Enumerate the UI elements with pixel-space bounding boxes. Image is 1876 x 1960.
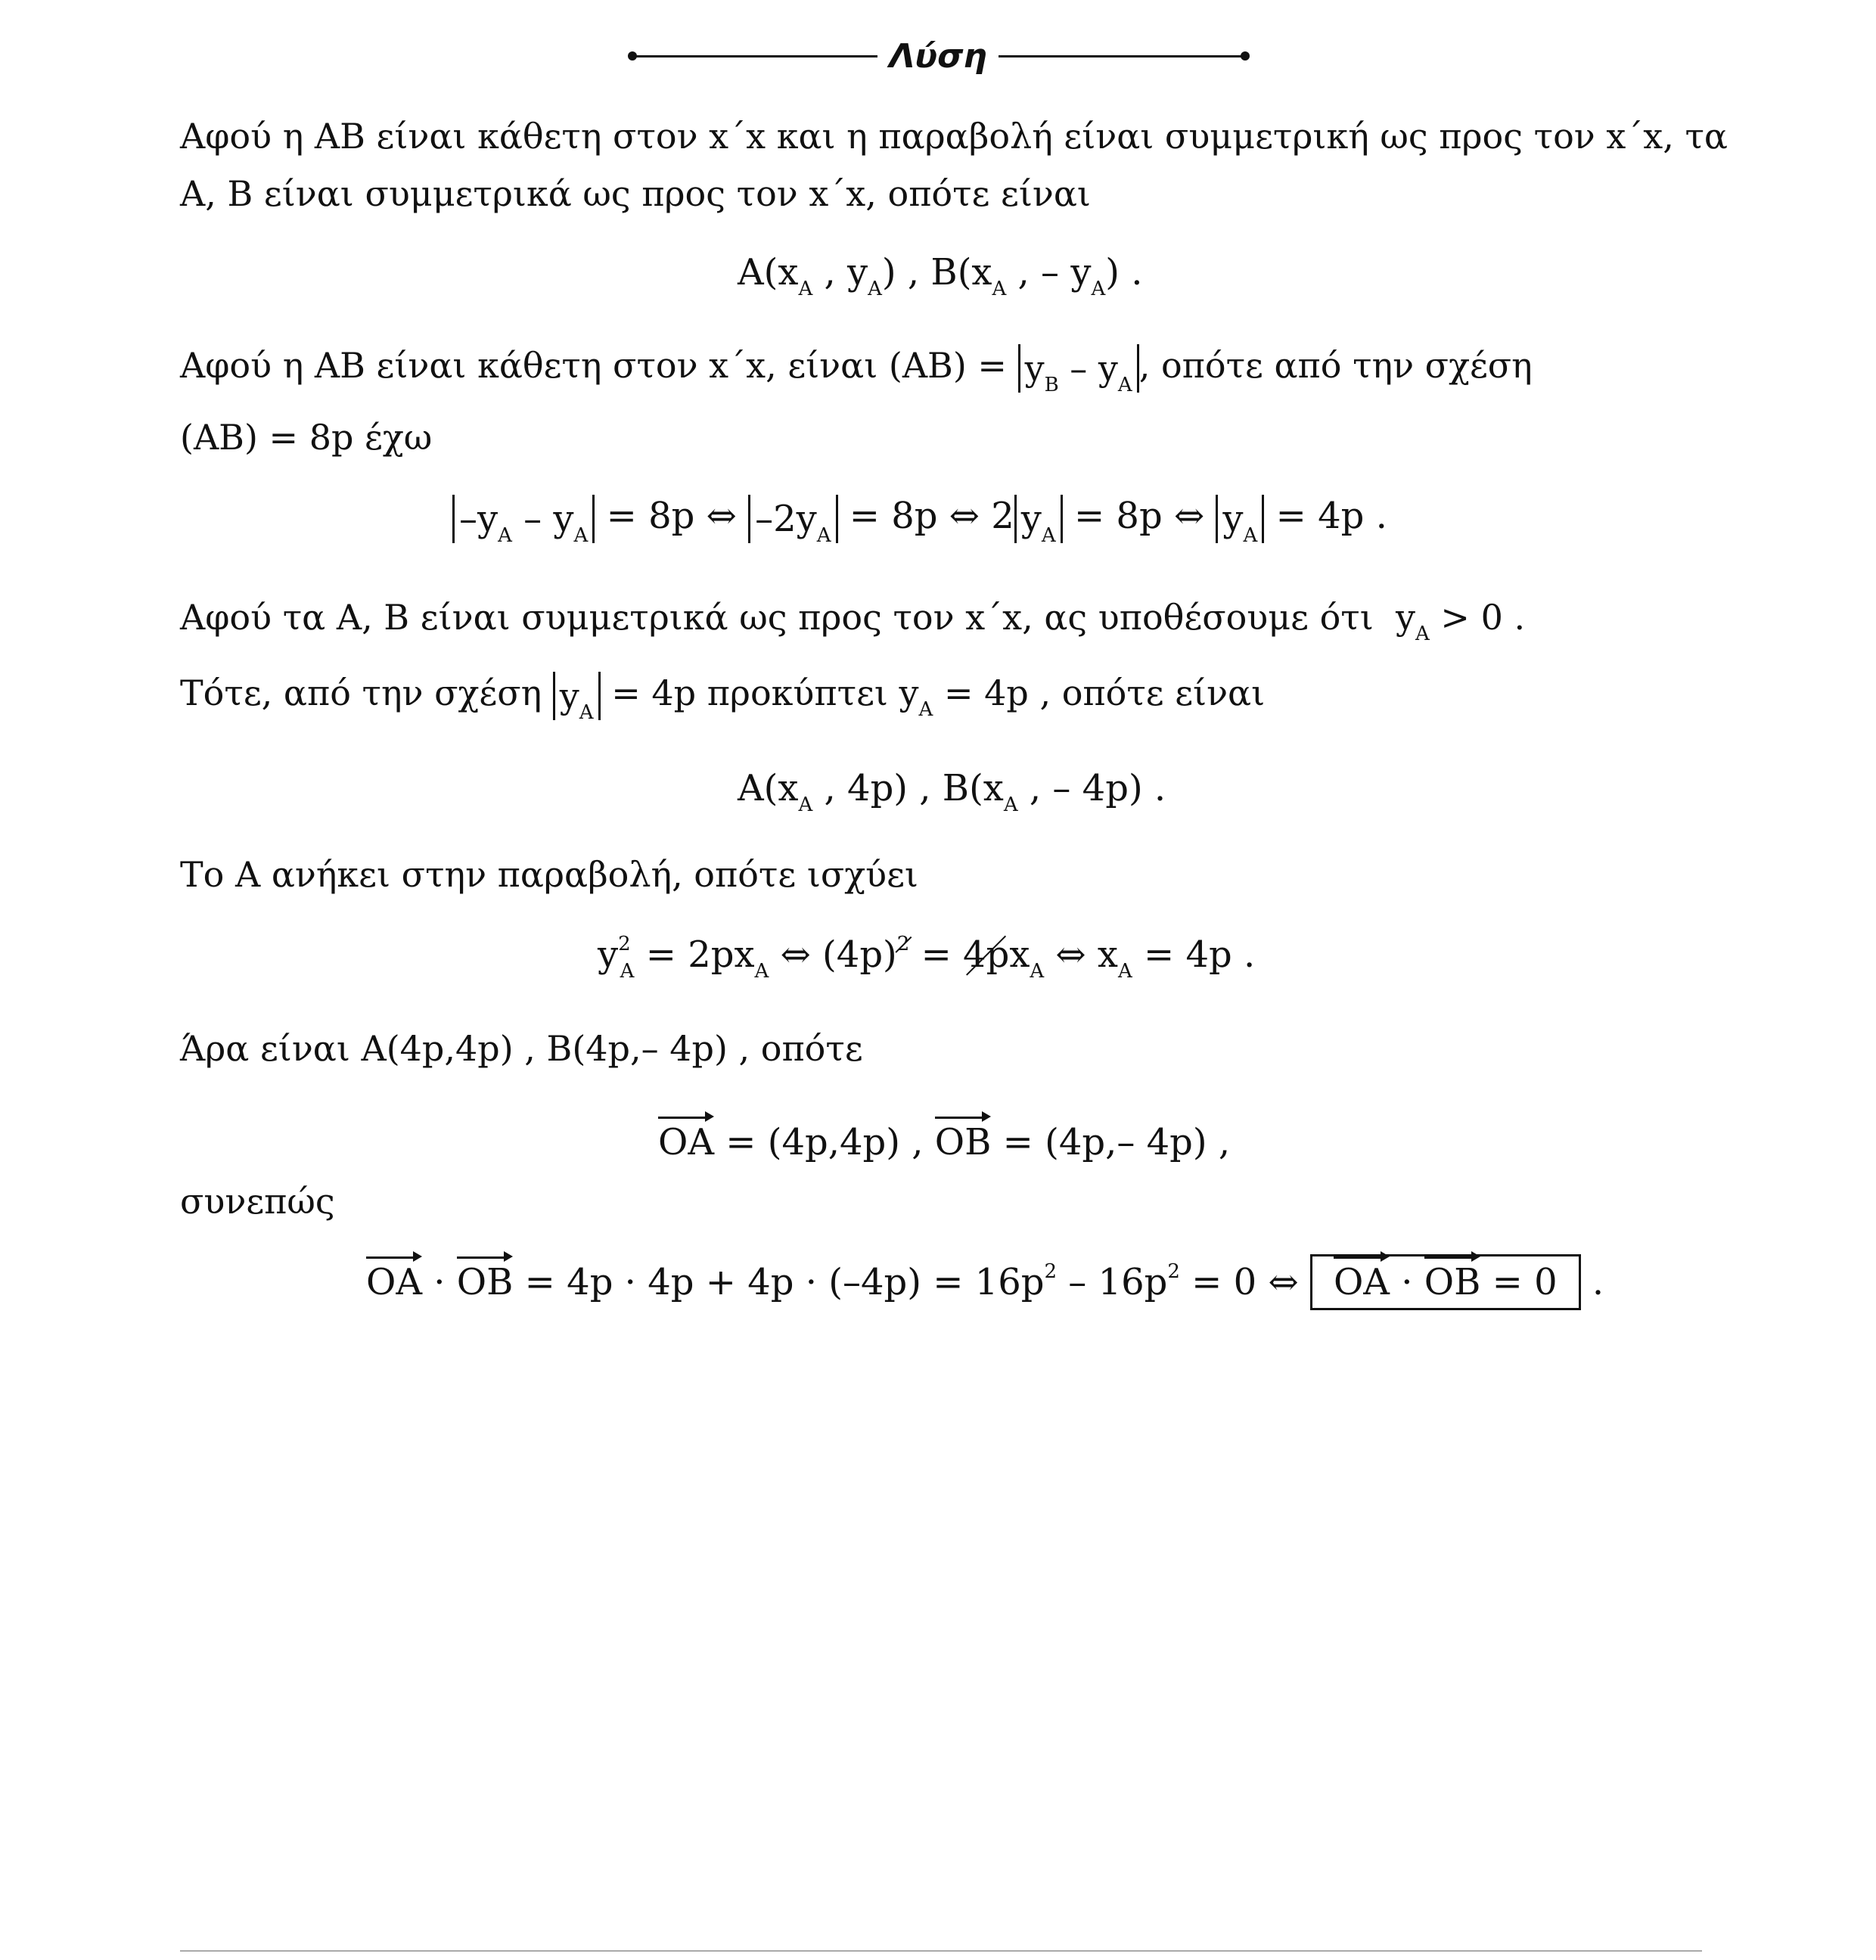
solution-header: [628, 30, 1248, 83]
abs-yb-minus-ya: $y_B - y_A$: [1018, 344, 1139, 393]
header-title: Λύση: [889, 37, 987, 76]
paragraph-4-text-mid: = 4p προκύπτει: [611, 672, 888, 713]
paragraph-2-line-1: [180, 344, 1533, 396]
header-rule-left: [634, 55, 877, 57]
paragraph-2-text-pre: Αφού η ΑΒ είναι κάθετη στον x΄x, είναι (AB) =: [180, 345, 1007, 386]
footer-rule: [180, 1950, 1702, 1952]
paragraph-3-text: Αφού τα Α, Β είναι συμμετρικά ως προς τον x΄x, ας υποθέσουμε ότι: [180, 597, 1374, 638]
paragraph-3: Αφού τα Α, Β είναι συμμετρικά ως προς τον x΄x, ας υποθέσουμε ότι $y_A > 0$ .: [180, 597, 1526, 645]
paragraph-6: Άρα είναι A(4p,4p) , B(4p,– 4p) , οπότε: [180, 1028, 863, 1069]
paragraph-4-text-pre: Τότε, από την σχέση: [180, 672, 542, 713]
paragraph-1-line-1: Αφού η ΑΒ είναι κάθετη στον x΄x και η παραβολή είναι συμμετρική ως προς τον x΄x, τα: [180, 116, 1728, 157]
equation-1: $A(x_A$ , $y_A$) , $B(x_A$ , – $y_A$) .: [738, 251, 1143, 300]
header-dot-right: [1241, 51, 1250, 61]
equation-5: OA = (4p,4p) , OB = (4p,– 4p) ,: [658, 1121, 1231, 1163]
equation-3: $A(x_A$ , 4p) , $B(x_A$ , – 4p) .: [738, 767, 1166, 816]
paragraph-4-text-post: , οπότε είναι: [1039, 672, 1266, 713]
equation-2: $-y_A - y_A = 8p$ ⇔ $-2y_A = 8p$ ⇔ 2 $y_A = 8p$ ⇔ $y_A = 4p$ .: [452, 493, 1387, 543]
equation-4: $y^2_A = 2px_A$ ⇔ $(4p)2 = 4px_A$ ⇔ $x_A = 4p$ .: [598, 933, 1256, 983]
paragraph-7: συνεπώς: [180, 1181, 335, 1222]
boxed-result: OA · OB = 0: [1310, 1254, 1581, 1310]
equation-6: OA · OB = $4p \cdot 4p + 4p \cdot (-4p) = 16p^2 - 16p^2 = 0$ ⇔ OA · OB = 0 .: [366, 1254, 1604, 1310]
paragraph-4: Τότε, από την σχέση $y_A = 4p$ προκύπτει $y_A = 4p$ , οπότε είναι: [180, 672, 1266, 724]
paragraph-2-line-2: (AB) = 8p έχω: [180, 417, 433, 458]
header-rule-right: [999, 55, 1242, 57]
paragraph-1-line-2: Α, Β είναι συμμετρικά ως προς τον x΄x, οπότε είναι: [180, 173, 1091, 214]
paragraph-5: Το Α ανήκει στην παραβολή, οπότε ισχύει: [180, 854, 918, 895]
paragraph-2-text-post: , οπότε από την σχέση: [1138, 345, 1533, 386]
